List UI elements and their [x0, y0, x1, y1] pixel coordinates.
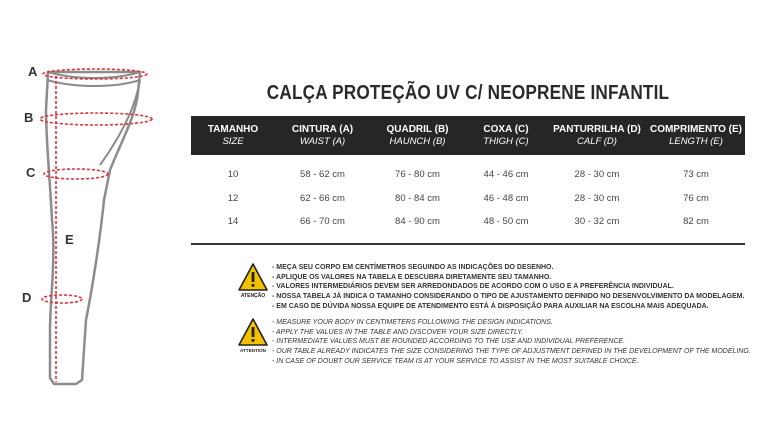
cell-calf: 30 - 32 cm — [574, 216, 620, 228]
col-thigh: COXA (C) THIGH (C) — [483, 123, 529, 147]
list-item: - NOSSA TABELA JÁ INDICA O TAMANHO CONSIDERANDO O TIPO DE AJUSTAMENTO DEFINIDO NO DESENVOLVIMENTO DA MODELAGEM. — [272, 293, 745, 301]
pants-measurement-diagram — [0, 0, 180, 448]
cell-waist: 58 - 62 cm — [300, 169, 345, 181]
svg-text:ATENÇÃO: ATENÇÃO — [240, 293, 266, 299]
cell-haunch: 84 - 90 cm — [395, 216, 440, 228]
pants-outline — [46, 72, 140, 384]
cell-thigh: 46 - 48 cm — [483, 192, 529, 204]
list-item: - MEASURE YOUR BODY IN CENTIMETERS FOLLOWING THE DESIGN INDICATIONS. — [272, 319, 553, 326]
cell-size: 10 — [227, 169, 239, 181]
list-item: - INTERMEDIATE VALUES MUST BE ROUNDED ACCORDING TO THE USE AND INDIVIDUAL PREFERENCE. — [272, 338, 626, 346]
cell-size: 14 — [227, 216, 239, 228]
table-bottom-rule — [191, 243, 745, 245]
table-row — [191, 210, 745, 234]
cell-calf: 28 - 30 cm — [574, 169, 620, 181]
cell-length: 73 cm — [683, 169, 709, 181]
table-header-row — [191, 116, 745, 155]
label-a: A — [28, 64, 38, 79]
cell-thigh: 48 - 50 cm — [483, 216, 529, 228]
cell-calf: 28 - 30 cm — [574, 192, 620, 204]
warning-icon — [238, 263, 268, 299]
cell-waist: 62 - 66 cm — [300, 192, 345, 204]
notes-pt-list — [272, 263, 745, 312]
col-waist: CINTURA (A) WAIST (A) — [291, 123, 354, 147]
table-row — [191, 187, 745, 211]
svg-text:ATTENTION: ATTENTION — [240, 348, 266, 353]
col-haunch: QUADRIL (B) HAUNCH (B) — [386, 123, 449, 147]
list-item: - VALORES INTERMEDIÁRIOS DEVEM SER ARREDONDADOS DE ACORDO COM O USO E A PREFERÊNCIA INDIVIDUAL. — [272, 283, 674, 291]
cell-haunch: 80 - 84 cm — [395, 192, 440, 204]
cell-haunch: 76 - 80 cm — [395, 169, 440, 181]
list-item: - APPLY THE VALUES IN THE TABLE AND DISCOVER YOUR SIZE DIRECTLY. — [272, 328, 524, 336]
size-table — [191, 116, 745, 234]
cell-length: 76 cm — [683, 192, 709, 204]
cell-waist: 66 - 70 cm — [300, 216, 345, 228]
list-item: - MEÇA SEU CORPO EM CENTÍMETROS SEGUINDO AS INDICAÇÕES DO DESENHO. — [272, 264, 554, 271]
col-size: TAMANHO SIZE — [207, 123, 259, 147]
table-row — [191, 155, 745, 187]
list-item: - IN CASE OF DOUBT OUR SERVICE TEAM IS AT YOUR SERVICE TO ASSIST IN THE MOST SUITABLE CHOICE. — [272, 357, 639, 365]
warning-icon — [238, 318, 268, 354]
cell-length: 82 cm — [683, 216, 709, 228]
list-item: - APLIQUE OS VALORES NA TABELA E DESCUBRA DIRETAMENTE SEU TAMANHO. — [272, 273, 552, 281]
label-d: D — [22, 290, 32, 305]
col-length: COMPRIMENTO (E) LENGTH (E) — [649, 123, 743, 147]
cell-size: 12 — [227, 192, 239, 204]
page-title: CALÇA PROTEÇÃO UV C/ NEOPRENE INFANTIL — [266, 82, 670, 104]
label-b: B — [24, 110, 34, 125]
cell-thigh: 44 - 46 cm — [483, 169, 529, 181]
notes-en-list — [272, 318, 751, 367]
list-item: - EM CASO DE DÚVIDA NOSSA EQUIPE DE ATENDIMENTO ESTÁ À DISPOSIÇÃO PARA AUXILIAR NA ESCOLHA MAIS ADEQUADA. — [272, 302, 709, 310]
col-calf: PANTURRILHA (D) CALF (D) — [553, 123, 641, 147]
label-c: C — [26, 165, 36, 180]
list-item: - OUR TABLE ALREADY INDICATES THE SIZE CONSIDERING THE TYPE OF ADJUSTMENT DEFINED IN THE DEVELOPMENT OF THE MODELING. — [272, 348, 751, 356]
label-e: E — [65, 232, 74, 247]
